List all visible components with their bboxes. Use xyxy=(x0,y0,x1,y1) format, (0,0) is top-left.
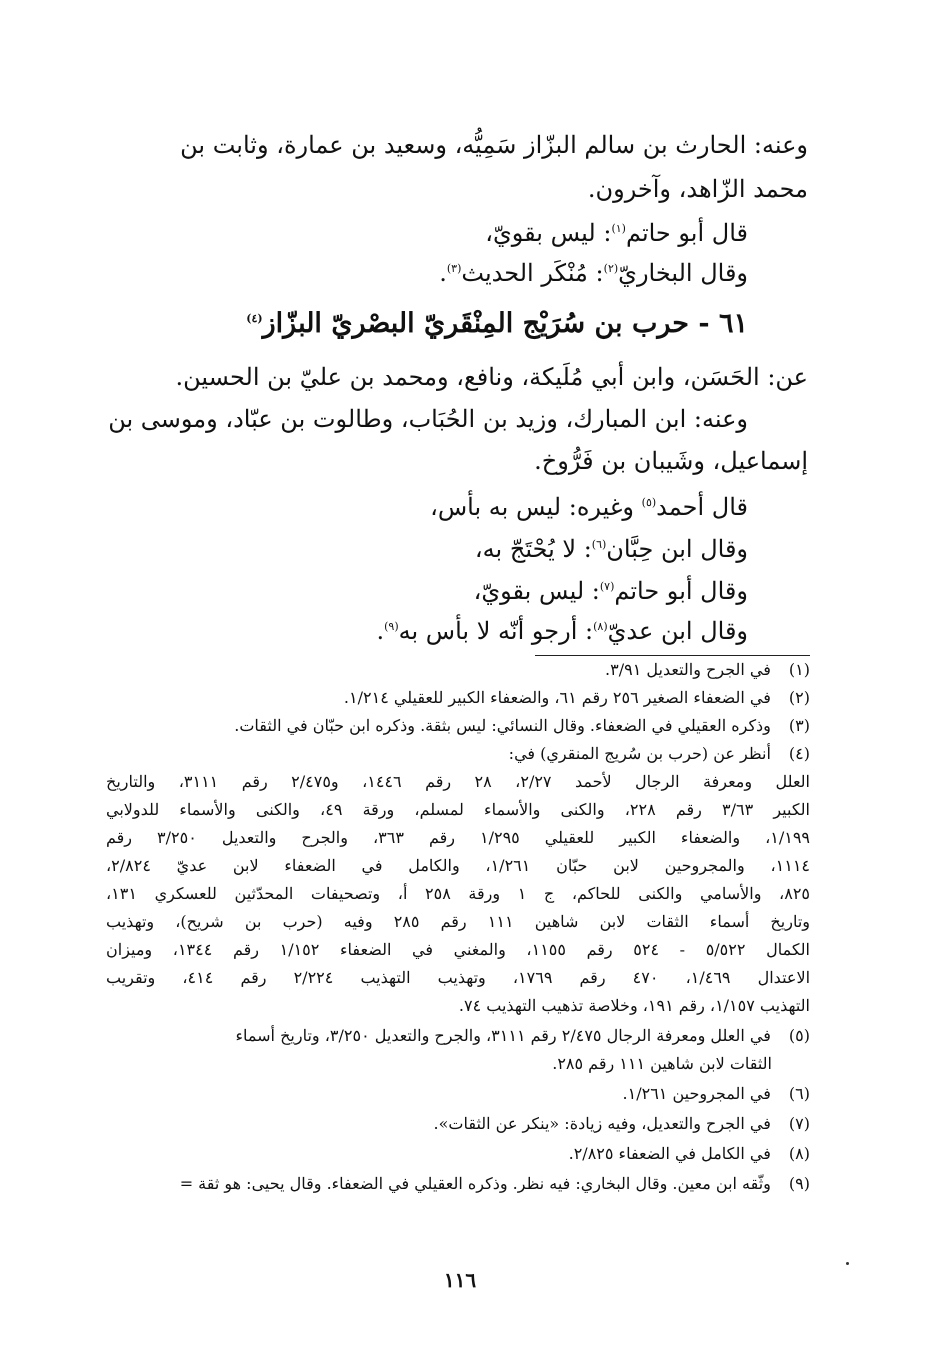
footnote-number: (٩) xyxy=(788,1174,810,1193)
main-text xyxy=(108,118,808,645)
text-span: : أرجو أنّه لا بأس به xyxy=(398,617,594,645)
text-span: : لا يُحْتَجّ به، xyxy=(474,535,592,563)
text-span: عن: الحَسَن، وابن أبي مُلَيكة، ونافع، ومحمد بن عليّ بن الحسين. xyxy=(175,363,808,391)
footnote-line: العلل ومعرفة الرجال لأحمد ٢/٢٧، ٢٨ رقم ١٤٤٦، و٢/٤٧٥ رقم ٣١١١، والتاريخ xyxy=(106,772,811,791)
text-line xyxy=(108,170,808,208)
footnote-ref: (٤) xyxy=(246,312,263,325)
footnote-separator xyxy=(535,655,810,656)
footnote-ref: (٢) xyxy=(603,262,619,275)
text-line xyxy=(108,250,808,292)
footnote-ref: (٦) xyxy=(591,538,607,551)
text-line xyxy=(108,210,808,252)
footnote-line: ٨٢٥، والأسامي والكنى للحاكم، ج ١ ورقة ٢٥٨ أ، وتصحيفات المحدّثين للعسكري ١٣١، xyxy=(106,884,810,903)
text-span: قال أحمد xyxy=(656,493,748,521)
footnote-text: في الضعفاء الصغير ٢٥٦ رقم ٦١، والضعفاء الكبير للعقيلي ١/٢١٤. xyxy=(343,688,771,707)
footnote-number: (٧) xyxy=(788,1114,810,1133)
footnote-ref: (٣) xyxy=(446,262,462,275)
text-line xyxy=(108,568,808,610)
footnote xyxy=(106,1026,810,1045)
footnote xyxy=(106,716,810,735)
footnote-number: (٦) xyxy=(788,1084,810,1103)
footnotes xyxy=(106,660,810,1240)
text-line xyxy=(108,400,808,438)
text-line xyxy=(108,442,808,480)
text-span: : ليس بقويّ، xyxy=(485,219,612,247)
footnote-ref: (١) xyxy=(611,222,626,235)
text-span: : ليس بقويّ، xyxy=(473,577,600,605)
text-span: وعنه: ابن المبارك، وزيد بن الحُبَاب، وطالوت بن عبّاد، وموسى بن xyxy=(108,405,748,433)
text-span: وقال ابن عديّ xyxy=(607,617,748,645)
text-line xyxy=(108,608,808,650)
text-span: وقال البخاريّ xyxy=(618,259,748,287)
text-line xyxy=(108,484,808,526)
text-line xyxy=(108,358,808,396)
footnote-ref: (٨) xyxy=(593,620,608,633)
footnote-ref: (٥) xyxy=(641,496,657,509)
footnote-number: (١) xyxy=(788,660,810,679)
text-span: : مُنْكَر الحديث xyxy=(461,259,604,287)
footnote-text: في الكامل في الضعفاء ٢/٨٢٥. xyxy=(568,1144,771,1163)
footnote xyxy=(106,688,810,707)
heading-text: ٦١ - حرب بن سُرَيْج المِنْقَريّ البصْريّ البزّاز xyxy=(262,308,748,339)
footnote-text: في الجرح والتعديل، وفيه زيادة: «ينكر عن الثقات». xyxy=(433,1114,771,1133)
text-span: وغيره: ليس به بأس، xyxy=(430,493,642,521)
text-span: وقال أبو حاتم xyxy=(614,577,748,605)
footnote-text: وثّقه ابن معين. وقال البخاري: فيه نظر. وذكره العقيلي في الضعفاء. وقال يحيى: هو ثقة = xyxy=(179,1174,771,1193)
footnote-text: في المجروحين ١/٢٦١. xyxy=(622,1084,771,1103)
footnote-line: الاعتدال ١/٤٦٩، ٤٧٠ رقم ١٧٦٩، وتهذيب التهذيب ٢/٢٢٤ رقم ٤١٤، وتقريب xyxy=(106,968,811,987)
footnote-text: في العلل ومعرفة الرجال ٢/٤٧٥ رقم ٣١١١، والجرح والتعديل ٣/٢٥٠، وتاريخ أسماء xyxy=(235,1026,771,1045)
footnote-line xyxy=(106,1054,810,1073)
text-line xyxy=(108,126,808,164)
footnote-number: (٨) xyxy=(788,1144,810,1163)
footnote-line: وتاريخ أسماء الثقات لابن شاهين ١١١ رقم ٢٨٥ وفيه (حرب بن شريح)، وتهذيب xyxy=(106,912,810,931)
footnote-line: الكمال ٥/٥٢٢ - ٥٢٤ رقم ١١٥٥، والمغني في الضعفاء ١/١٥٢ رقم ١٣٤٤، وميزان xyxy=(106,940,810,959)
footnote-text: في الجرح والتعديل ٣/٩١. xyxy=(605,660,771,679)
footnote-number: (٣) xyxy=(788,716,810,735)
footnote-line: التهذيب ١/١٥٧، رقم ١٩١، وخلاصة تذهيب التهذيب ٧٤. xyxy=(458,996,810,1015)
footnote xyxy=(106,1174,810,1193)
footnote-text: الثقات لابن شاهين ١١١ رقم ٢٨٥. xyxy=(552,1054,772,1073)
footnote-ref: (٧) xyxy=(599,580,615,593)
footnote xyxy=(106,660,810,679)
text-span: قال أبو حاتم xyxy=(625,219,748,247)
text-span: إسماعيل، وشَيبان بن فَرُّوخ. xyxy=(534,447,808,475)
entry-heading xyxy=(108,300,808,343)
footnote-text: وذكره العقيلي في الضعفاء. وقال النسائي: ليس بثقة. وذكره ابن حبّان في الثقات. xyxy=(234,716,771,735)
text-span: محمد الزّاهد، وآخرون. xyxy=(587,175,808,203)
footnote-line: ١١١٤، والمجروحين لابن حبّان ١/٢٦١، والكامل في الضعفاء لابن عديّ ٢/٨٢٤، xyxy=(106,856,810,875)
footnote xyxy=(106,1114,810,1133)
footnote xyxy=(106,744,810,763)
footnote-number: (٢) xyxy=(788,688,810,707)
footnote xyxy=(106,1144,810,1163)
footnote-number: (٥) xyxy=(788,1026,810,1045)
text-span: وقال ابن حِبَّان xyxy=(606,535,748,563)
text-line xyxy=(108,526,808,568)
scan-speck xyxy=(846,1262,849,1265)
footnote xyxy=(106,1084,810,1103)
footnote-line: الكبير ٣/٦٣ رقم ٢٢٨، والكنى والأسماء لمسلم، ورقة ٤٩، والكنى والأسماء للدولابي xyxy=(106,800,810,819)
footnote-line: ١/١٩٩، والضعفاء الكبير للعقيلي ١/٢٩٥ رقم ٣٦٣، والجرح والتعديل ٣/٢٥٠ رقم xyxy=(106,828,811,847)
footnote-text: أنظر عن (حرب بن سُريج المنقري) في: xyxy=(508,744,771,763)
text-span: وعنه: الحارث بن سالم البزّاز سَمِيُّه، وسعيد بن عمارة، وثابت بن xyxy=(180,131,808,159)
page-number: ١١٦ xyxy=(443,1268,477,1292)
text-span: . xyxy=(376,617,385,645)
footnote-ref: (٩) xyxy=(384,620,399,633)
footnote-number: (٤) xyxy=(788,744,810,763)
text-span: . xyxy=(439,259,447,287)
